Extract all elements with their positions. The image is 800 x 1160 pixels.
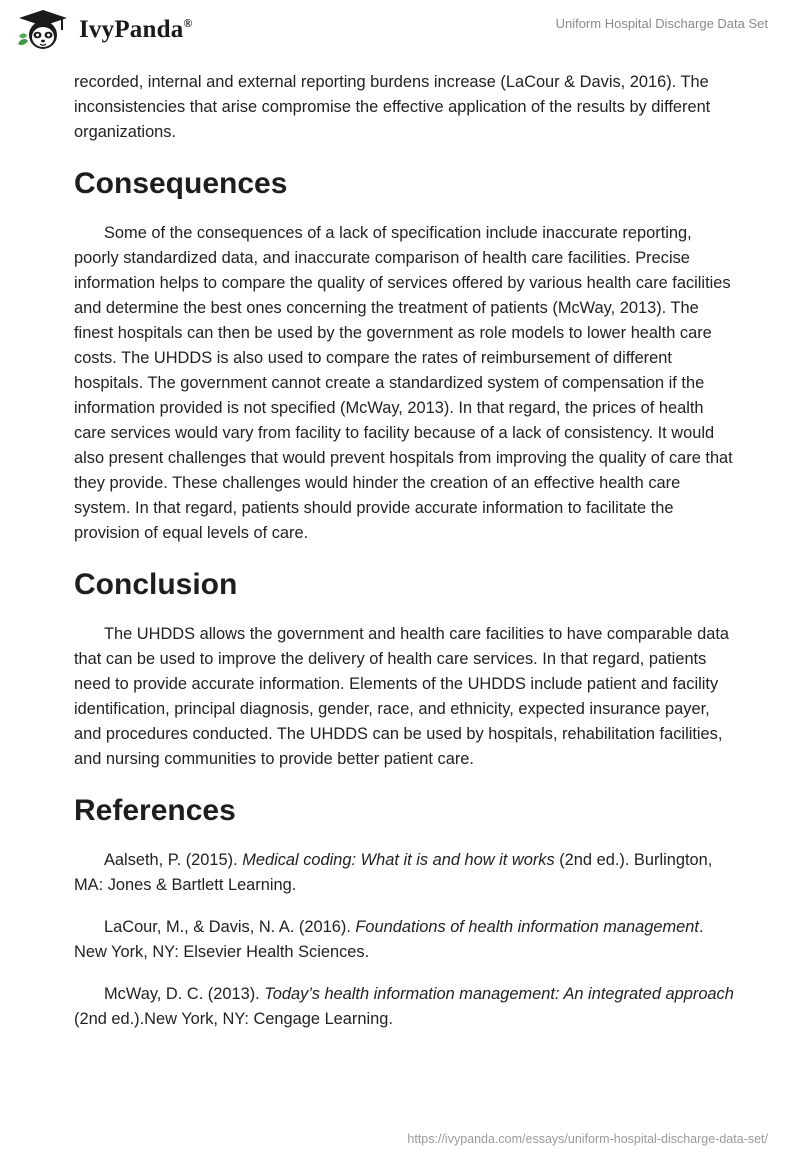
- page-header: [0, 0, 800, 70]
- conclusion-heading: Conclusion: [74, 568, 238, 601]
- reference-item: Aalseth, P. (2015). Medical coding: What it is and how it works (2nd ed.). Burlington, MA: Jones & Bartlett Learning.: [74, 851, 713, 894]
- brand-name: IvyPanda®: [79, 16, 193, 43]
- document-title: Uniform Hospital Discharge Data Set: [555, 16, 768, 31]
- reference-item: LaCour, M., & Davis, N. A. (2016). Foundations of health information management. New York, NY: Elsevier Health Sciences.: [74, 918, 704, 961]
- ivypanda-logo[interactable]: [15, 8, 193, 52]
- consequences-paragraph: Some of the consequences of a lack of specification include inaccurate reporting, poorly standardized data, and inaccurate comparison of health care facilities. Precise information helps to compare the quality of services offered by various health care facilities and determine the best ones concerning the treatment of patients (McWay, 2013). The finest hospitals can then be used by the government as role models to lower health care costs. The UHDDS is also used to compare the rates of reimbursement of different hospitals. The government cannot create a standardized system of compensation if the information provided is not specified (McWay, 2013). In that regard, the prices of health care services would vary from facility to facility because of a lack of consistency. It would also present challenges that would prevent hospitals from improving the quality of care that they provide. These challenges would hinder the creation of an effective health care system. In that regard, patients should provide accurate information to facilitate the provision of equal levels of care.: [74, 224, 733, 542]
- panda-graduate-icon: [15, 8, 71, 52]
- footer-source-url[interactable]: https://ivypanda.com/essays/uniform-hospital-discharge-data-set/: [407, 1132, 768, 1146]
- references-heading: References: [74, 794, 236, 827]
- intro-paragraph: recorded, internal and external reporting burdens increase (LaCour & Davis, 2016). The inconsistencies that arise compromise the effective application of the results by different organizations.: [74, 73, 711, 141]
- essay-content: [74, 70, 734, 1049]
- conclusion-paragraph: The UHDDS allows the government and health care facilities to have comparable data that can be used to improve the delivery of health care services. In that regard, patients need to provide accurate information. Elements of the UHDDS include patient and facility identification, principal diagnosis, gender, race, and ethnicity, expected insurance payer, and procedures conducted. The UHDDS can be used by hospitals, rehabilitation facilities, and nursing communities to provide better patient care.: [74, 625, 729, 768]
- consequences-heading: Consequences: [74, 167, 288, 200]
- reference-item: McWay, D. C. (2013). Today’s health information management: An integrated approach (2nd ed.).New York, NY: Cengage Learning.: [74, 985, 734, 1028]
